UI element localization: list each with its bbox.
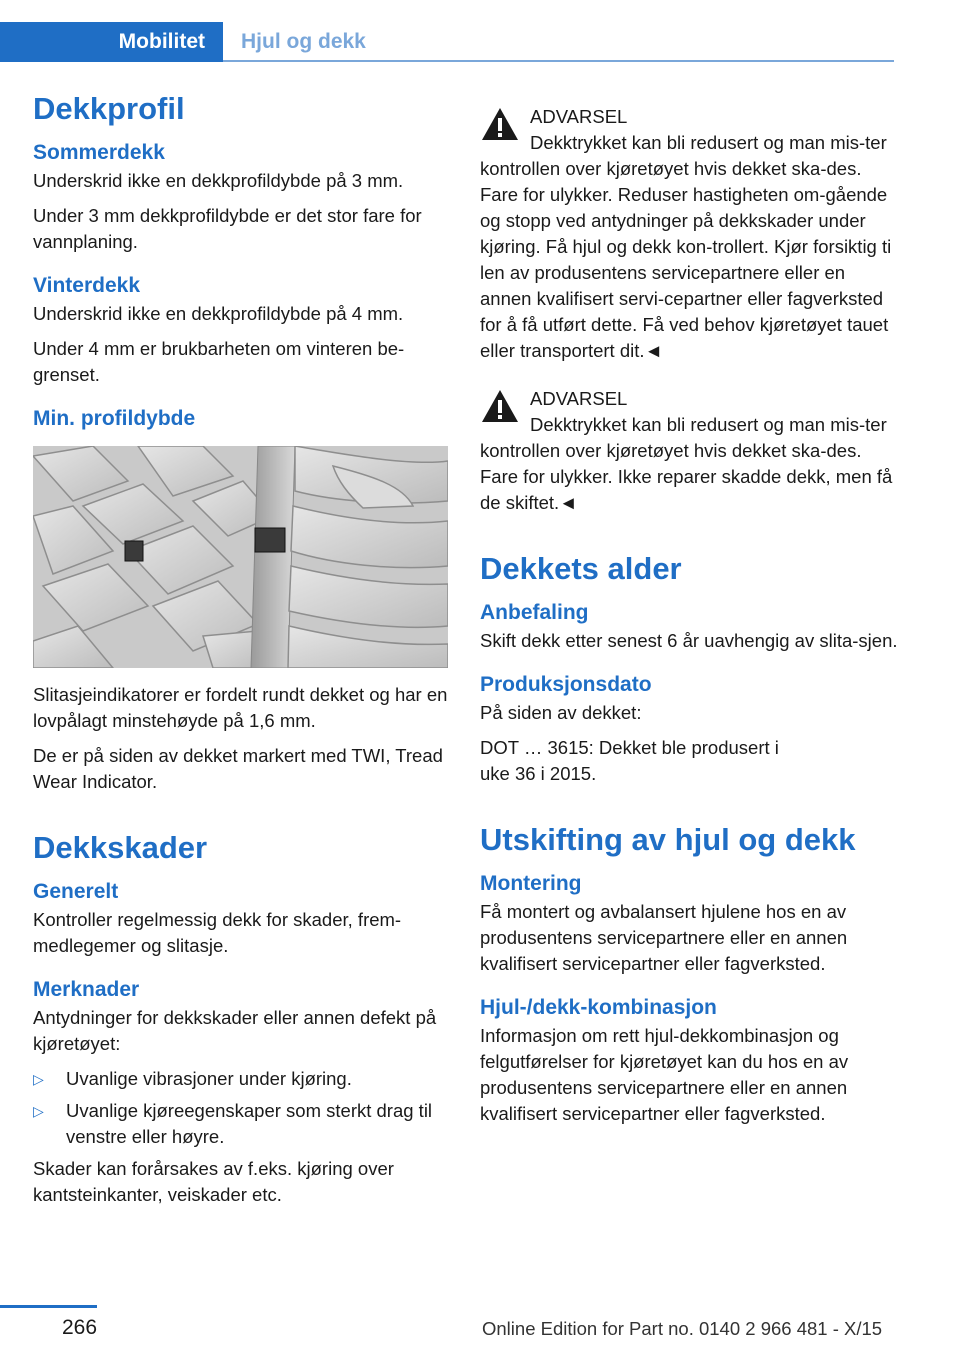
- paragraph: Skift dekk etter senest 6 år uavhengig av slita‐sjen.: [480, 630, 898, 651]
- paragraph: Informasjon om rett hjul-dekkombinasjon og felgutførelser for kjøretøyet kan du hos en av produsentens servicepartnere eller en annen kvalifisert servicepartner eller fagverksted.: [480, 1025, 849, 1124]
- page-number-rule: [0, 1305, 97, 1308]
- warning-title: ADVARSEL: [530, 388, 628, 409]
- paragraph: Skader kan forårsakes av f.eks. kjøring over kantsteinkanter, veiskader etc.: [33, 1158, 394, 1205]
- warning-box: [480, 386, 900, 516]
- paragraph: Kontroller regelmessig dekk for skader, frem‐medlegemer og slitasje.: [33, 909, 402, 956]
- paragraph: Under 4 mm er brukbarheten om vinteren be‐grenset.: [33, 338, 405, 385]
- subheading-merknader: Merknader: [33, 978, 140, 1001]
- triangle-bullet-icon: ▷: [33, 1071, 44, 1087]
- paragraph: På siden av dekket:: [480, 702, 642, 723]
- left-column: [33, 90, 453, 1217]
- triangle-bullet-icon: ▷: [33, 1103, 44, 1119]
- paragraph: Antydninger for dekkskader eller annen defekt på kjøretøyet:: [33, 1007, 437, 1054]
- section-vinterdekk: [33, 273, 453, 388]
- subheading-vinterdekk: Vinterdekk: [33, 274, 140, 297]
- warning-text: Dekktrykket kan bli redusert og man mis‐ter kontrollen over kjøretøyet hvis dekket ska‐des. Fare for ulykker. Ikke reparer skadde dekk, men få de skiftet.◄: [480, 414, 893, 513]
- subheading-hjul-dekk-kombinasjon: Hjul-/dekk-kombinasjon: [480, 996, 717, 1019]
- list-item: [33, 1066, 453, 1092]
- subheading-min-profildybde: Min. profildybde: [33, 407, 196, 430]
- paragraph: Få montert og avbalansert hjulene hos en av produsentens servicepartnere eller en annen kvalifisert servicepartner eller fagverksted.: [480, 901, 848, 974]
- section-tab: Mobilitet: [0, 22, 223, 62]
- section-anbefaling: [480, 600, 900, 654]
- warning-title: ADVARSEL: [530, 106, 628, 127]
- bullet-list: [33, 1066, 453, 1150]
- heading-utskifting: Utskifting av hjul og dekk: [480, 822, 856, 857]
- section-sommerdekk: [33, 140, 453, 255]
- warning-text: Dekktrykket kan bli redusert og man mis‐ter kontrollen over kjøretøyet hvis dekket ska‐des. Fare for ulykker. Reduser hastigheten om‐gående og stopp ved antydninger på dekkskader under kjøring. Få hjul og dekk kon‐trollert. Kjør forsiktig ti len av produsentens servicepartnere eller en annen kvalifisert servi‐cepartner eller fagverksted for å få utført dette. Få ved behov kjøretøyet tauet eller transportert dit.◄: [480, 132, 892, 361]
- section-montering: [480, 871, 900, 977]
- page-header: [0, 22, 894, 62]
- tire-tread-illustration: [33, 446, 448, 668]
- subheading-sommerdekk: Sommerdekk: [33, 141, 165, 164]
- chapter-tab: Hjul og dekk: [241, 30, 366, 53]
- warning-triangle-icon: [480, 106, 520, 142]
- section-min-profildybde: [33, 406, 453, 795]
- paragraph: Under 3 mm dekkprofildybde er det stor fare for vannplaning.: [33, 205, 422, 252]
- edition-text: Online Edition for Part no. 0140 2 966 481 - X/15: [482, 1318, 883, 1339]
- heading-dekkets-alder: Dekkets alder: [480, 551, 682, 586]
- paragraph: Slitasjeindikatorer er fordelt rundt dekket og har en lovpålagt minstehøyde på 1,6 mm.: [33, 684, 448, 731]
- heading-dekkskader: Dekkskader: [33, 830, 208, 865]
- section-generelt: [33, 879, 453, 959]
- page-number: 266: [62, 1316, 98, 1339]
- paragraph: De er på siden av dekket markert med TWI, Tread Wear Indicator.: [33, 745, 443, 792]
- section-merknader: [33, 977, 453, 1208]
- header-rule: [223, 60, 894, 62]
- subheading-produksjonsdato: Produksjonsdato: [480, 673, 652, 696]
- list-item-text: Uvanlige vibrasjoner under kjøring.: [66, 1068, 352, 1089]
- subheading-anbefaling: Anbefaling: [480, 601, 589, 624]
- section-hjul-dekk-kombinasjon: [480, 995, 900, 1127]
- paragraph: DOT … 3615: Dekket ble produsert i uke 36 i 2015.: [480, 737, 779, 784]
- warning-triangle-icon: [480, 388, 520, 424]
- subheading-montering: Montering: [480, 872, 582, 895]
- paragraph: Underskrid ikke en dekkprofildybde på 3 mm.: [33, 170, 404, 191]
- page-footer: [0, 1300, 960, 1362]
- section-produksjonsdato: [480, 672, 900, 787]
- subheading-generelt: Generelt: [33, 880, 119, 903]
- warning-box: [480, 104, 900, 364]
- list-item-text: Uvanlige kjøreegenskaper som sterkt drag til venstre eller høyre.: [66, 1100, 433, 1147]
- list-item: [33, 1098, 453, 1150]
- paragraph: Underskrid ikke en dekkprofildybde på 4 mm.: [33, 303, 404, 324]
- right-column: [480, 90, 900, 1136]
- heading-dekkprofil: Dekkprofil: [33, 91, 185, 126]
